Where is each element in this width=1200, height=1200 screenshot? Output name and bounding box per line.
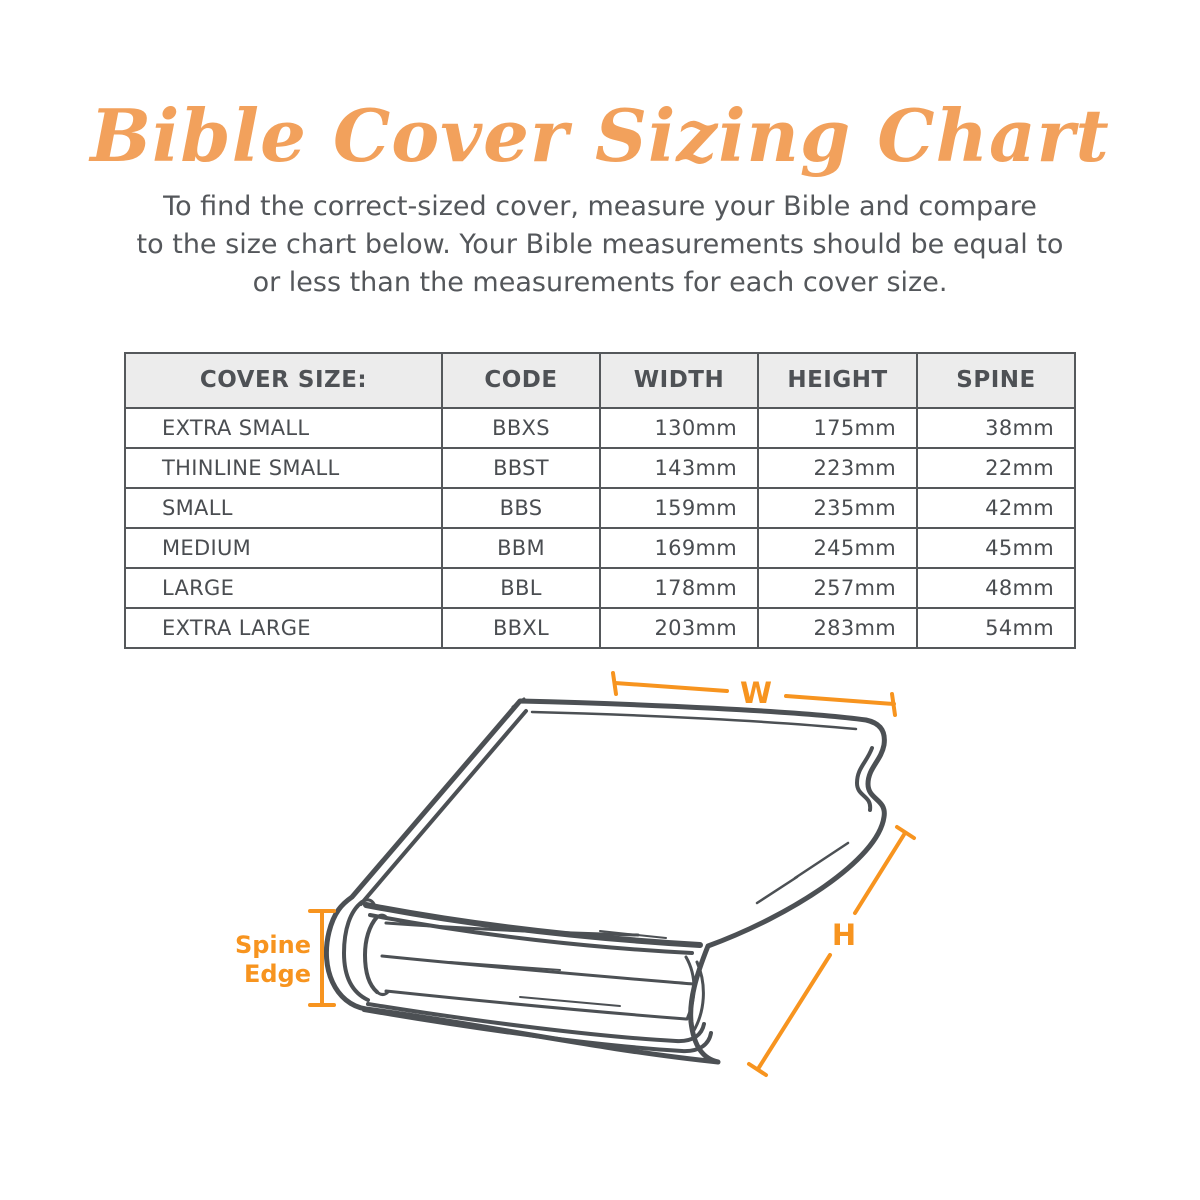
- table-row: [125, 528, 1075, 568]
- cell-height: 283mm: [758, 608, 917, 648]
- cell-height: 175mm: [758, 408, 917, 448]
- book-illustration: [326, 699, 884, 1062]
- cell-width: 169mm: [600, 528, 758, 568]
- cell-size: LARGE: [125, 568, 442, 608]
- description-line: To find the correct-sized cover, measure your Bible and compare: [163, 190, 1037, 222]
- cell-size: EXTRA LARGE: [125, 608, 442, 648]
- cell-height: 235mm: [758, 488, 917, 528]
- cell-code: BBM: [442, 528, 600, 568]
- header-height: HEIGHT: [758, 353, 917, 408]
- cell-height: 257mm: [758, 568, 917, 608]
- cell-spine: 48mm: [917, 568, 1075, 608]
- cell-code: BBS: [442, 488, 600, 528]
- table-row: [125, 608, 1075, 648]
- spine-edge-dimension: [235, 911, 334, 1005]
- cell-width: 178mm: [600, 568, 758, 608]
- cell-size: SMALL: [125, 488, 442, 528]
- cell-width: 130mm: [600, 408, 758, 448]
- cell-width: 159mm: [600, 488, 758, 528]
- cell-spine: 54mm: [917, 608, 1075, 648]
- cell-height: 245mm: [758, 528, 917, 568]
- description-line: to the size chart below. Your Bible measurements should be equal to: [136, 228, 1064, 260]
- cell-spine: 45mm: [917, 528, 1075, 568]
- cell-size: EXTRA SMALL: [125, 408, 442, 448]
- table-row: [125, 568, 1075, 608]
- spine-edge-label-line2: Edge: [243, 960, 311, 988]
- sizing-table: [124, 352, 1076, 649]
- cell-code: BBXS: [442, 408, 600, 448]
- cell-spine: 22mm: [917, 448, 1075, 488]
- header-spine: SPINE: [917, 353, 1075, 408]
- width-dimension-label: W: [740, 676, 772, 710]
- page-title: Bible Cover Sizing Chart: [90, 93, 1110, 178]
- header-code: CODE: [442, 353, 600, 408]
- cell-height: 223mm: [758, 448, 917, 488]
- cell-code: BBXL: [442, 608, 600, 648]
- table-header-row: [125, 353, 1075, 408]
- table-row: [125, 448, 1075, 488]
- cell-code: BBST: [442, 448, 600, 488]
- spine-edge-label-line1: Spine: [234, 931, 311, 959]
- cell-spine: 42mm: [917, 488, 1075, 528]
- cell-width: 203mm: [600, 608, 758, 648]
- cell-spine: 38mm: [917, 408, 1075, 448]
- cell-width: 143mm: [600, 448, 758, 488]
- book-measurement-diagram: [230, 650, 950, 1140]
- header-width: WIDTH: [600, 353, 758, 408]
- table-row: [125, 488, 1075, 528]
- cell-code: BBL: [442, 568, 600, 608]
- header-cover-size: COVER SIZE:: [125, 353, 442, 408]
- table-row: [125, 408, 1075, 448]
- height-dimension-label: H: [831, 918, 857, 952]
- description-line: or less than the measurements for each cover size.: [252, 266, 948, 298]
- cell-size: MEDIUM: [125, 528, 442, 568]
- description: [0, 188, 1200, 302]
- cell-size: THINLINE SMALL: [125, 448, 442, 488]
